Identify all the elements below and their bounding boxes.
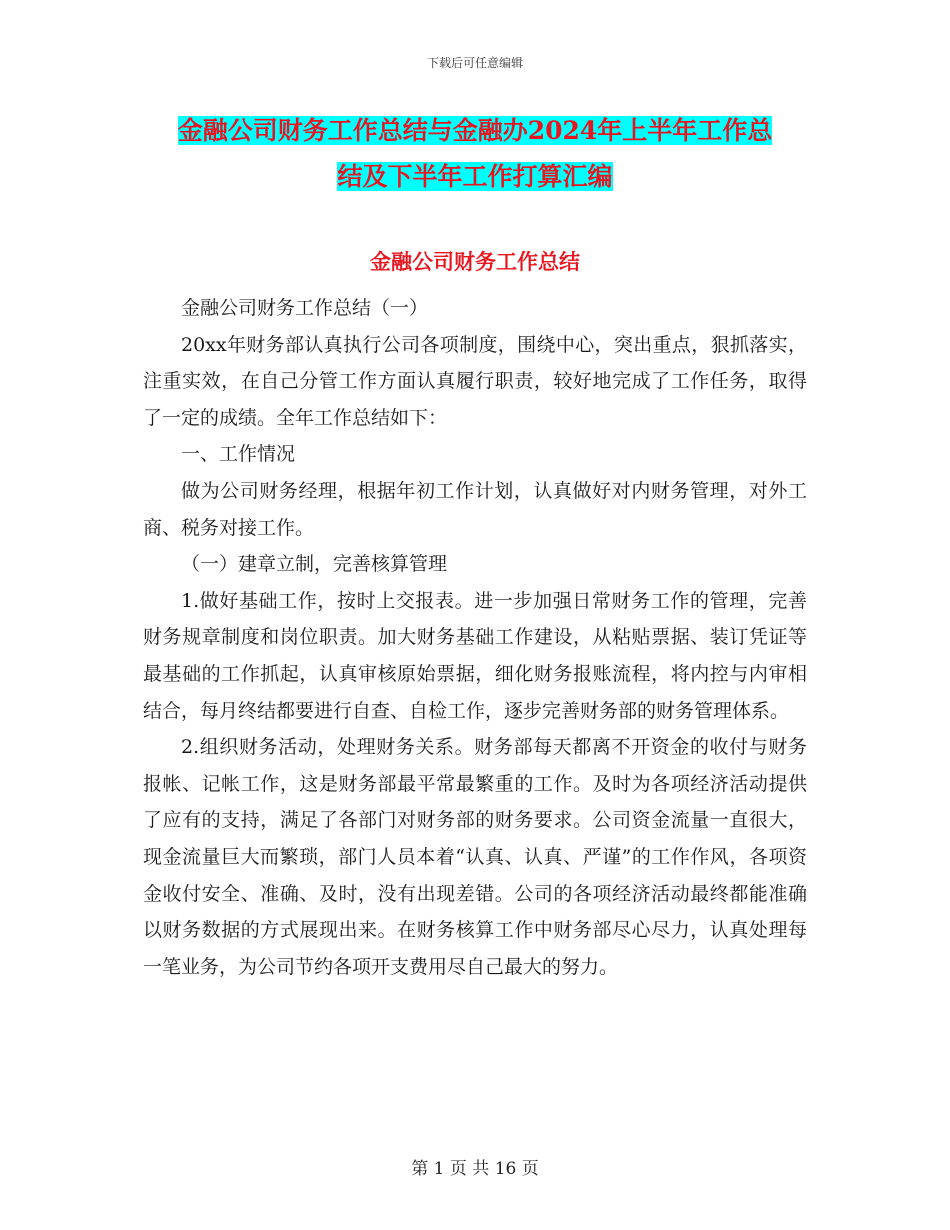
paragraph-item-1: 1.做好基础工作，按时上交报表。进一步加强日常财务工作的管理，完善财务规章制度和岗位职责。加大财务基础工作建设，从粘贴票据、装订凭证等最基础的工作抓起，认真审核原始票据，细化财务报账流程，将内控与内审相结合，每月终结都要进行自查、自检工作，逐步完善财务部的财务管理体系。 [143,589,807,722]
paragraph-heading-rules: （一）建章立制，完善核算管理 [181,553,448,576]
paragraph-heading-work: 一、工作情况 [181,443,296,466]
paragraph-item-2: 2.组织财务活动，处理财务关系。财务部每天都离不开资金的收付与财务报帐、记帐工作，这是财务部最平常最繁重的工作。及时为各项经济活动提供了应有的支持，满足了各部门对财务部的财务要求。公司资金流量一直很大，现金流量巨大而繁琐，部门人员本着“认真、认真、严谨”的工作作风，各项资金收付安全、准确、及时，没有出现差错。公司的各项经济活动最终都能准确以财务数据的方式展现出来。在财务核算工作中财务部尽心尽力，认真处理每一笔业务，为公司节约各项开支费用尽自己最大的努力。 [143,736,807,978]
section-title: 金融公司财务工作总结 [370,249,580,274]
document-title-line-1: 金融公司财务工作总结与金融办2024年上半年工作总 [177,116,773,145]
paragraph-role: 做为公司财务经理，根据年初工作计划，认真做好对内财务管理，对外工商、税务对接工作。 [143,479,807,539]
document-title [0,108,950,200]
paragraph-intro: 20xx年财务部认真执行公司各项制度，围绕中心，突出重点，狠抓落实，注重实效，在自己分管工作方面认真履行职责，较好地完成了工作任务，取得了一定的成绩。全年工作总结如下： [143,333,807,429]
document-body [143,290,807,985]
document-title-line-2: 结及下半年工作打算汇编 [337,162,613,191]
page-header-note: 下载后可任意编辑 [426,56,523,70]
paragraph-subtitle: 金融公司财务工作总结（一） [181,297,429,319]
page-number-footer: 第 1 页 共 16 页 [411,1159,539,1179]
